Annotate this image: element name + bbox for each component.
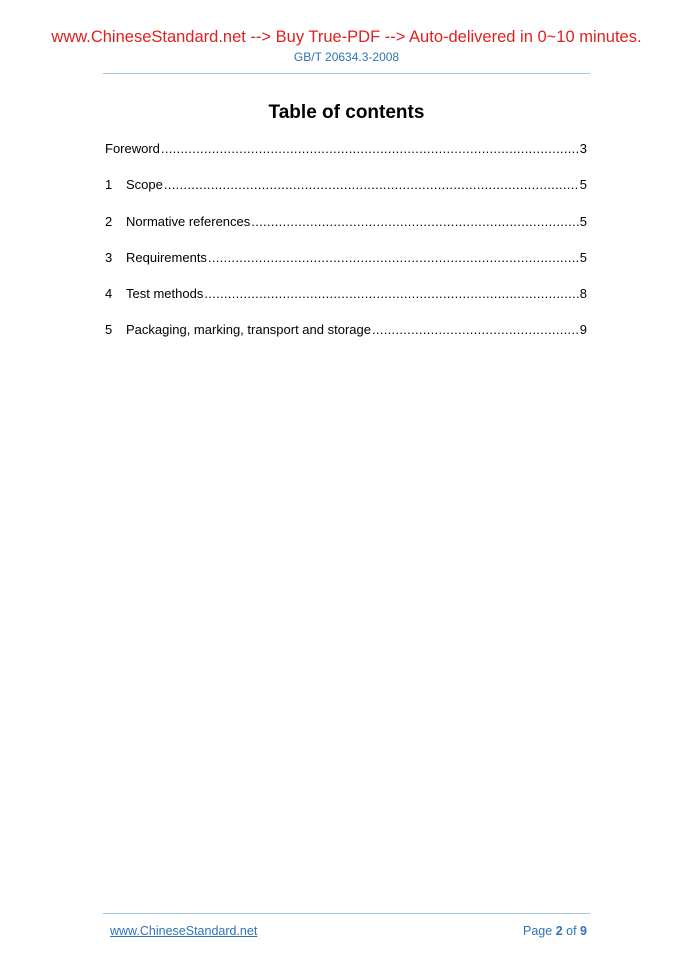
footer-divider: [103, 913, 590, 914]
toc-entry-label: Requirements: [126, 249, 207, 265]
page-current: 2: [555, 924, 563, 938]
header-banner[interactable]: www.ChineseStandard.net --> Buy True-PDF --> Auto-delivered in 0~10 minutes.: [51, 28, 642, 46]
toc-entry-requirements[interactable]: [105, 249, 587, 285]
toc-entry-number: 5: [105, 322, 113, 338]
toc-leader-dots: [204, 285, 578, 303]
toc-leader-dots: [251, 213, 578, 231]
toc-entry-packaging[interactable]: [105, 321, 587, 357]
toc-entry-page: 9: [579, 322, 587, 338]
toc-entry-scope[interactable]: [105, 176, 587, 212]
toc-entry-page: 5: [579, 249, 587, 265]
toc-entry-test-methods[interactable]: [105, 285, 587, 321]
toc-entry-page: 5: [579, 213, 587, 229]
toc-entry-number: 1: [105, 177, 113, 193]
toc-entry-label: Test methods: [126, 286, 204, 302]
toc-entry-page: 8: [579, 286, 587, 302]
toc-leader-dots: [208, 249, 579, 267]
toc-leader-dots: [372, 321, 579, 339]
page-of: of: [566, 924, 577, 938]
toc-leader-dots: [164, 176, 579, 194]
page-total: 9: [580, 924, 587, 938]
toc-entry-number: 2: [105, 213, 113, 229]
footer-website-link[interactable]: www.ChineseStandard.net: [110, 924, 258, 938]
page-indicator: [523, 923, 587, 939]
toc-entry-number: 3: [105, 249, 113, 265]
toc-leader-dots: [161, 140, 579, 158]
toc-entry-page: 3: [579, 141, 587, 156]
document-id: GB/T 20634.3-2008: [293, 50, 400, 64]
toc-entry-label: Normative references: [126, 213, 251, 229]
toc-entry-label: Packaging, marking, transport and storage: [126, 322, 371, 338]
header-divider: [103, 73, 590, 74]
page-prefix: Page: [523, 924, 553, 938]
toc-entry-number: 4: [105, 286, 113, 302]
toc-list: [105, 140, 587, 358]
toc-entry-label: Foreword: [105, 141, 160, 156]
toc-entry-normative-references[interactable]: [105, 213, 587, 249]
toc-title: Table of contents: [268, 102, 425, 123]
toc-entry-foreword[interactable]: [105, 140, 587, 176]
toc-entry-page: 5: [579, 177, 587, 193]
toc-entry-label: Scope: [126, 177, 163, 193]
